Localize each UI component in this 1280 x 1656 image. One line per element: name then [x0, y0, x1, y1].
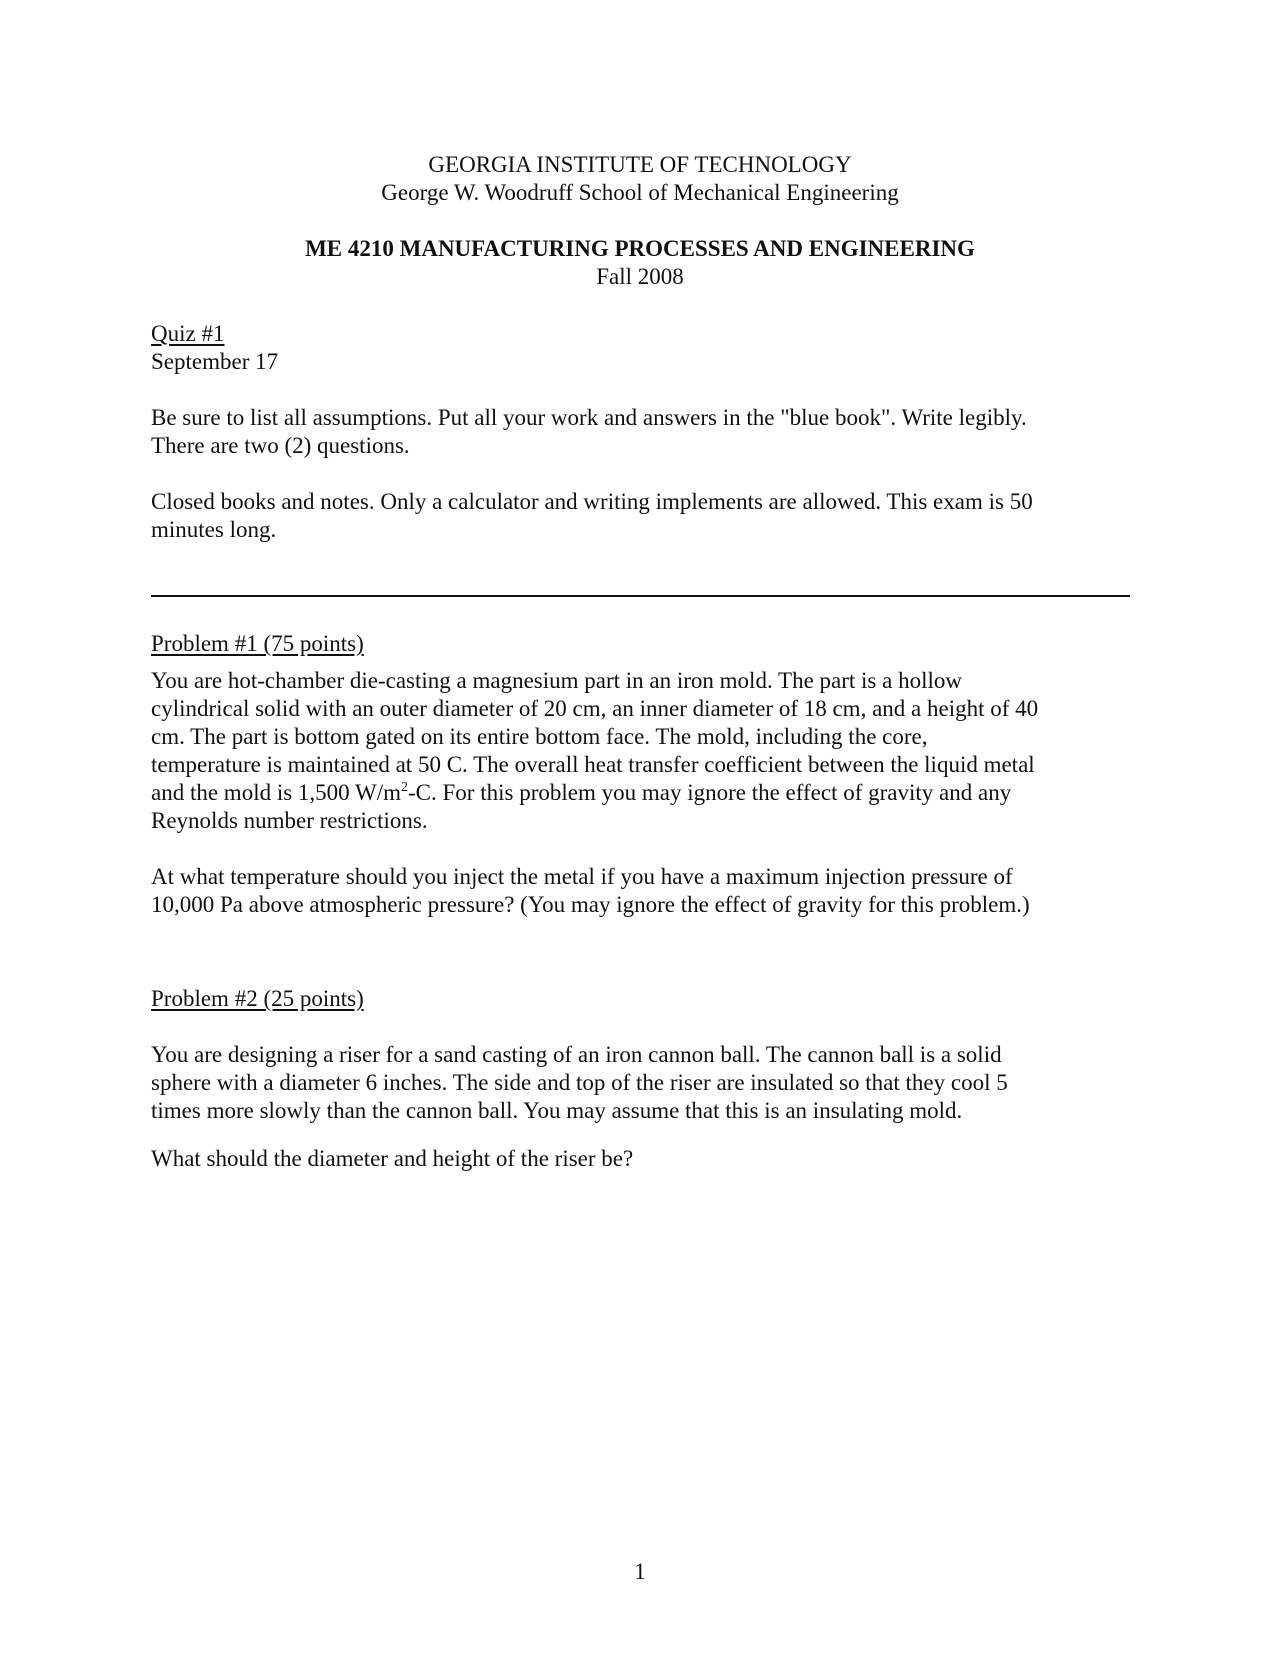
problem-1-text-line-4: temperature is maintained at 50 C. The overall heat transfer coefficient between the liquid metal [151, 752, 1035, 777]
course-title: ME 4210 MANUFACTURING PROCESSES AND ENGINEERING [305, 236, 975, 261]
instructions-line-2: There are two (2) questions. [151, 433, 410, 458]
problem-1-text-line-6: Reynolds number restrictions. [151, 808, 428, 833]
problem-1-text-line-5-end: -C. For this problem you may ignore the effect of gravity and any [408, 780, 1012, 805]
problem-1-heading-row [151, 630, 1161, 658]
school-name: George W. Woodruff School of Mechanical Engineering [381, 180, 899, 205]
problem-2-heading-row [151, 985, 1161, 1013]
problem-2-question-line-1: What should the diameter and height of the riser be? [151, 1146, 634, 1171]
problem-1-text-line-2: cylindrical solid with an outer diameter of 20 cm, an inner diameter of 18 cm, and a height of 40 [151, 696, 1039, 721]
problem-1-heading: Problem #1 (75 points) [151, 631, 364, 656]
page-number: 1 [634, 1559, 646, 1584]
problem-1-question-line-2: 10,000 Pa above atmospheric pressure? (You may ignore the effect of gravity for this problem.) [151, 892, 1030, 917]
problem-2-heading: Problem #2 (25 points) [151, 986, 364, 1011]
quiz-date: September 17 [151, 349, 279, 374]
problem-1-text-line-5-start: and the mold is 1,500 W/m [151, 780, 402, 805]
instructions-line-1: Be sure to list all assumptions. Put all your work and answers in the "blue book". Write legibly. [151, 405, 1027, 430]
quiz-title-row [151, 320, 1161, 348]
term: Fall 2008 [596, 264, 684, 289]
instructions-line-3: Closed books and notes. Only a calculator and writing implements are allowed. This exam is 50 [151, 489, 1033, 514]
squared-superscript: 2 [401, 780, 409, 795]
institution-name: GEORGIA INSTITUTE OF TECHNOLOGY [428, 152, 852, 177]
problem-1-question-line-1: At what temperature should you inject the metal if you have a maximum injection pressure of [151, 864, 1013, 889]
problem-2-text-line-3: times more slowly than the cannon ball. You may assume that this is an insulating mold. [151, 1098, 963, 1123]
section-divider [151, 595, 1130, 597]
problem-2-text-line-2: sphere with a diameter 6 inches. The side and top of the riser are insulated so that they cool 5 [151, 1070, 1008, 1095]
problem-2-text-line-1: You are designing a riser for a sand casting of an iron cannon ball. The cannon ball is a solid [151, 1042, 1002, 1067]
quiz-title: Quiz #1 [151, 321, 225, 346]
problem-1-text-line-3: cm. The part is bottom gated on its entire bottom face. The mold, including the core, [151, 724, 928, 749]
instructions-line-4: minutes long. [151, 517, 277, 542]
problem-1-text-line-5 [151, 779, 1161, 807]
problem-1-text-line-1: You are hot-chamber die-casting a magnesium part in an iron mold. The part is a hollow [151, 668, 962, 693]
